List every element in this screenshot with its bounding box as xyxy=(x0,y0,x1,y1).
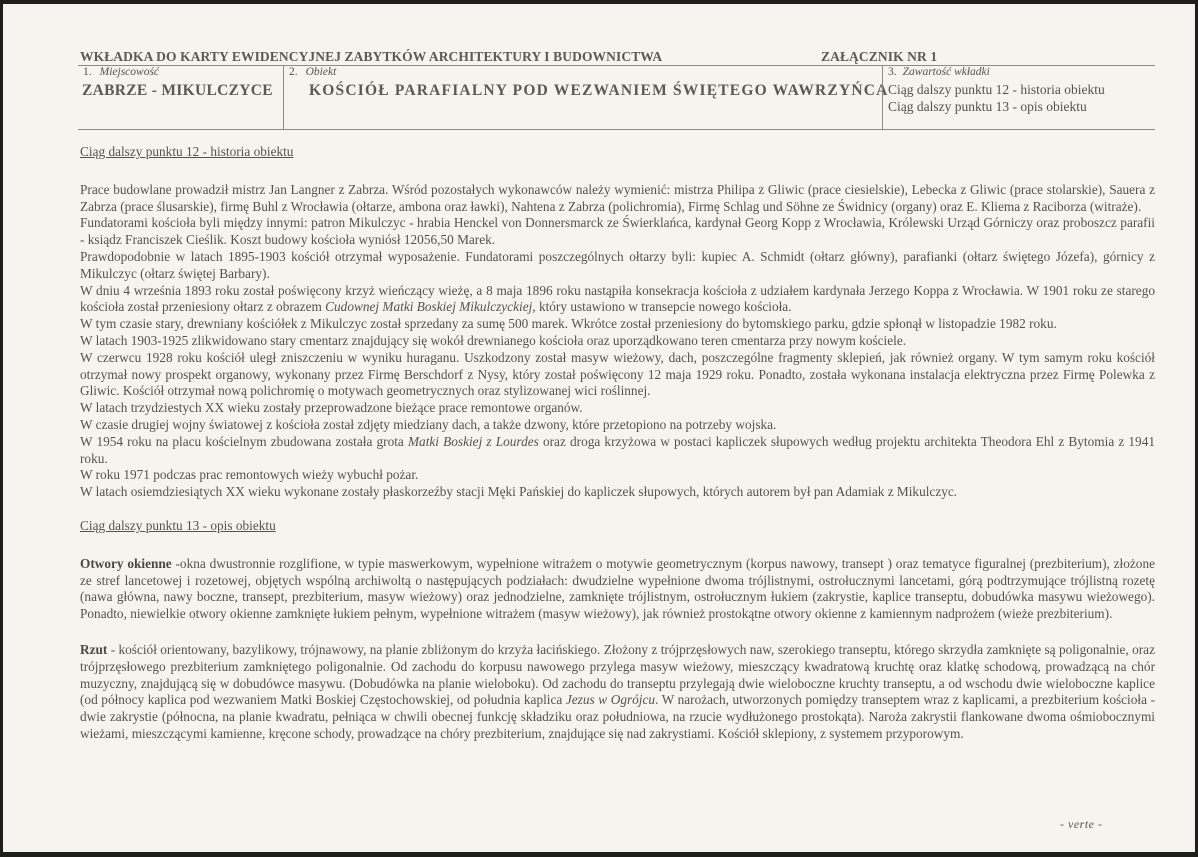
paragraph: W czerwcu 1928 roku kościół uległ zniszczeniu w wyniku huraganu. Uszkodzony został masyw wieżowy, dach, poszczególne fragmenty sklepień, jak również organy. W tym samym roku kościół otrzymał nowy prospekt organowy, wykonany przez Firmę Berschdorf z Nysy, który został poświęcony 12 maja 1929 roku. Ponadto, została wykonana instalacja elektryczna przez Firmę Polewka z Gliwic. Kościół otrzymał nową polichromię o motywach geometrycznych oraz stylizowanej wici roślinnej. xyxy=(80,349,1155,399)
paragraph: W latach osiemdziesiątych XX wieku wykonane zostały płaskorzeźby stacji Męki Pańskiej do kapliczek słupowych, których autorem był pan Adamiak z Mikulczyc. xyxy=(80,484,958,500)
locality-value: ZABRZE - MIKULCZYCE xyxy=(82,82,273,99)
section-13-description xyxy=(80,556,1155,743)
field-number: 2. xyxy=(289,66,298,78)
contents-line: Ciąg dalszy punktu 12 - historia obiektu xyxy=(888,82,1105,97)
section-13-heading: Ciąg dalszy punktu 13 - opis obiektu xyxy=(80,517,276,533)
attachment-label: ZAŁĄCZNIK NR 1 xyxy=(821,49,938,64)
field-label: Miejscowość xyxy=(99,66,160,78)
paragraph: Fundatorami kościoła byli między innymi: patron Mikulczyc - hrabia Henckel von Donnersmarck ze Świerklańca, kardynał Georg Kopp z Wrocławia, Królewski Urząd Górniczy oraz proboszcz parafii - ksiądz Franciszek Cieślik. Koszt budowy kościoła wyniósł 12056,50 Marek. xyxy=(80,215,1155,248)
paragraph: Prawdopodobnie w latach 1895-1903 kościół otrzymał wyposażenie. Fundatorami poszczególnych ołtarzy byli: kupiec A. Schmidt (ołtarz główny), parafianki (ołtarz świętego Józefa), górnicy z Mikulczyc (ołtarz świętej Barbary). xyxy=(80,248,1155,281)
field-number: 1. xyxy=(83,66,92,78)
windows-label: Otwory okienne xyxy=(80,555,172,571)
object-value: KOŚCIÓŁ PARAFIALNY POD WEZWANIEM ŚWIĘTEGO WAWRZYŃCA xyxy=(309,82,889,99)
paragraph-windows: Otwory okienne -okna dwustronnie rozglifione, w typie maswerkowym, wypełnione witrażem o motywie geometrycznym (korpus nawowy, transept ) oraz tematyce figuralnej (prezbiterium), złożone ze stref lancetowej i rozetowej, objętych wspólną archiwoltą o następujących podziałach: dwudzielne wypełnione dwoma trójlistnymi, ostrołucznymi lancetami, górą podtrzymujące trójlistną rozetę (nawa główna, nawy boczne, transept, prezbiterium, masyw wieżowy) oraz jednodzielne, zamknięte trójlistnym, ostrołucznym łukiem (zakrystie, kaplice transeptu, dobudówka masywu wieżowego). Ponadto, niewielkie otwory okienne zamknięte łukiem pełnym, wypełnione witrażem (masyw wieżowy), jak również prostokątne otwory okienne z kamiennym nadprożem (wieże prezbiterium). xyxy=(80,555,1155,622)
paragraph: W latach 1903-1925 zlikwidowano stary cmentarz znajdujący się wokół drewnianego kościoła oraz uporządkowano teren cmentarza przy nowym kościele. xyxy=(80,332,907,348)
paragraph: W roku 1971 podczas prac remontowych wieży wybuchł pożar. xyxy=(80,467,419,483)
paragraph: W latach trzydziestych XX wieku zostały przeprowadzone bieżące prace remontowe organów. xyxy=(80,400,583,416)
verte-footer: - verte - xyxy=(1060,817,1103,831)
form-header xyxy=(78,48,1155,66)
field-label: Obiekt xyxy=(305,66,337,78)
header-fields-table xyxy=(78,65,1155,130)
grotto-name: Matki Boskiej z Lourdes xyxy=(407,433,539,449)
painting-title: Cudownej Matki Boskiej Mikulczyckiej xyxy=(325,299,533,315)
field-label: Zawartość wkładki xyxy=(902,66,990,78)
paragraph: W dniu 4 września 1893 roku został poświęcony krzyż wieńczący wieżę, a 8 maja 1896 roku nastąpiła konsekracja kościoła z udziałem kardynała Jerzego Koppa z Wrocławia. W 1901 roku ze starego kościoła został przeniesiony ołtarz z obrazem Cudownej Matki Boskiej Mikulczyckiej, który ustawiono w transepcie nowego kościoła. xyxy=(80,282,1155,315)
field-locality xyxy=(78,65,283,129)
document-page xyxy=(3,4,1195,852)
field-contents xyxy=(882,65,1156,129)
contents-line: Ciąg dalszy punktu 13 - opis obiektu xyxy=(888,99,1087,114)
paragraph: W czasie drugiej wojny światowej z kościoła został zdjęty miedziany dach, a także dzwony, które przetopiono na potrzeby wojska. xyxy=(80,416,777,432)
field-object xyxy=(283,65,889,129)
plan-label: Rzut xyxy=(80,641,108,657)
paragraph: W tym czasie stary, drewniany kościółek z Mikulczyc został sprzedany za sumę 500 marek. Wkrótce został przeniesiony do bytomskiego parku, gdzie spłonął w listopadzie 1982 roku. xyxy=(80,316,1057,332)
section-12-heading: Ciąg dalszy punktu 12 - historia obiektu xyxy=(80,144,294,159)
section-12-history xyxy=(80,182,1155,501)
form-title: WKŁADKA DO KARTY EWIDENCYJNEJ ZABYTKÓW ARCHITEKTURY I BUDOWNICTWA xyxy=(80,49,663,64)
chapel-name: Jezus w Ogrójcu xyxy=(565,692,656,708)
paragraph: Prace budowlane prowadził mistrz Jan Langner z Zabrza. Wśród pozostałych wykonawców należy wymienić: mistrza Philipa z Gliwic (prace ciesielskie), Lebecka z Gliwic (prace stolarskie), Sauera z Zabrza (prace ślusarskie), firmę Buhl z Wrocławia (ołtarze, ambona oraz ławki), Nahtena z Zabrza (polichromia), Firmę Schlag und Söhne ze Świdnicy (organy) oraz E. Kliema z Raciborza (witraże). xyxy=(80,181,1155,214)
paragraph-plan: Rzut - kościół orientowany, bazylikowy, trójnawowy, na planie zbliżonym do krzyża łacińskiego. Złożony z trójprzęsłowych naw, szerokiego transeptu, którego skrzydła zamknięte są poligonalnie, oraz trójprzęsłowego prezbiterium zamkniętego poligonalnie. Od zachodu do korpusu nawowego przylega masyw wieżowy, mieszczący kwadratową kruchtę oraz klatkę schodową, prowadzącą na chór muzyczny, znajdującą się w dobudówce masywu. (Dobudówka na planie wieloboku). Od zachodu do transeptu przylegają dwie wieloboczne kruchty transeptu, a od wschodu dwie wieloboczne kaplice (od północy kaplica pod wezwaniem Matki Boskiej Częstochowskiej, od południa kaplica Jezus w Ogrójcu. W narożach, utworzonych pomiędzy transeptem wraz z kaplicami, a prezbiterium kościoła - dwie zakrystie (północna, na planie kwadratu, pełniąca w chwili obecnej funkcję składziku oraz południowa, na rzucie wydłużonego prostokąta). Naroża zakrystii flankowane dwoma ośmiobocznymi wieżami, mieszczącymi kamienne, kręcone schody, prowadzące na chóry prezbiterium, znajdujące się nad zakrystiami. Kościół sklepiony, z systemem przyporowym. xyxy=(80,641,1156,741)
field-number: 3. xyxy=(888,66,897,78)
paragraph: W 1954 roku na placu kościelnym zbudowana została grota Matki Boskiej z Lourdes oraz droga krzyżowa w postaci kapliczek słupowych według projektu architekta Theodora Ehl z Bytomia z 1941 roku. xyxy=(80,433,1155,466)
document-body xyxy=(80,144,1155,743)
